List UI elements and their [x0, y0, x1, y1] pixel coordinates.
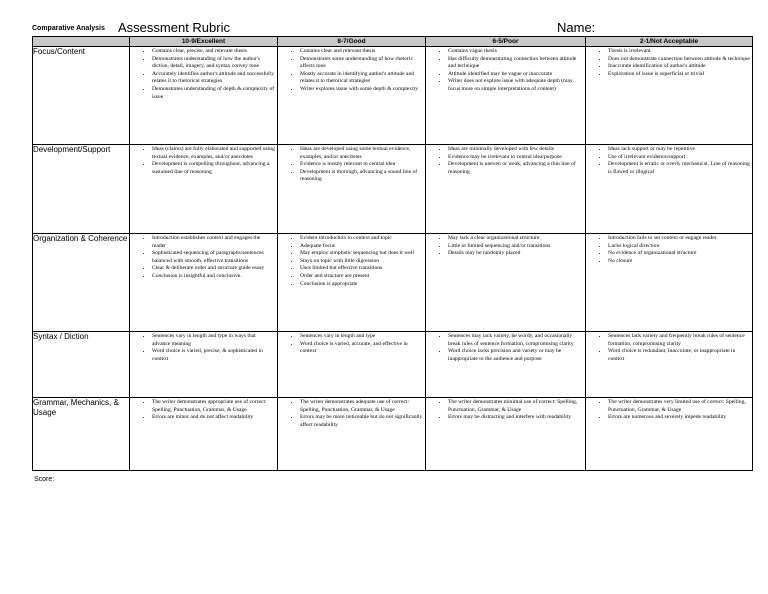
descriptor-item: • Conclusion is insightful and conclusive.	[152, 273, 275, 281]
rubric-row	[33, 145, 753, 234]
document-title: Assessment Rubric	[118, 20, 230, 35]
column-header-not-acceptable: 2-1/Not Acceptable	[586, 37, 753, 47]
descriptor-item: • Details may be randomly placed	[448, 250, 583, 258]
rubric-cell-excellent	[130, 145, 278, 234]
descriptor-item: • Sophisticated sequencing of paragraphs/sentences balanced with smooth, effective transitions	[152, 250, 275, 265]
descriptor-list	[278, 48, 425, 94]
rubric-cell-not-acceptable	[586, 332, 753, 398]
rubric-cell-excellent	[130, 47, 278, 145]
rubric-table	[32, 36, 753, 471]
descriptor-item: • Uses limited but effective transitions	[300, 265, 423, 273]
criterion-label: Grammar, Mechanics, & Usage	[33, 398, 130, 471]
descriptor-item: • The writer demonstrates very limited use of correct: Spelling, Punctuation, Grammar, & Usage	[608, 399, 750, 414]
descriptor-item: • Sentences vary in length and type	[300, 333, 423, 341]
descriptor-item: • Sentences vary in length and type in ways that advance meaning	[152, 333, 275, 348]
descriptor-list	[586, 399, 752, 422]
rubric-row	[33, 234, 753, 332]
descriptor-list	[586, 333, 752, 363]
criterion-label: Syntax / Diction	[33, 332, 130, 398]
descriptor-item: • May lack a clear organizational structure	[448, 235, 583, 243]
descriptor-item: • Contains vague thesis	[448, 48, 583, 56]
rubric-row	[33, 47, 753, 145]
descriptor-list	[586, 48, 752, 78]
criterion-label: Development/Support	[33, 145, 130, 234]
rubric-cell-good	[278, 47, 426, 145]
descriptor-item: • Word choice is redundant, inaccurate, or inappropriate in context	[608, 348, 750, 363]
descriptor-list	[278, 146, 425, 184]
descriptor-item: • Errors are minor and do not affect readability	[152, 414, 275, 422]
descriptor-list	[426, 399, 585, 422]
descriptor-item: • Development is compelling throughout, advancing a sustained line of reasoning	[152, 161, 275, 176]
descriptor-item: • Contains clear and relevant thesis	[300, 48, 423, 56]
descriptor-item: • Accurately identifies author's attitude and successfully relates it to rhetorical strategies	[152, 71, 275, 86]
descriptor-list	[130, 48, 277, 101]
descriptor-item: • Little or limited sequencing and/or transitions	[448, 243, 583, 251]
descriptor-list	[130, 146, 277, 176]
descriptor-item: • Errors may be distracting and interfere with readability	[448, 414, 583, 422]
rubric-cell-excellent	[130, 332, 278, 398]
descriptor-item: • Conclusion is appropriate	[300, 281, 423, 289]
rubric-cell-good	[278, 145, 426, 234]
rubric-cell-excellent	[130, 234, 278, 332]
rubric-cell-excellent	[130, 398, 278, 471]
rubric-cell-not-acceptable	[586, 234, 753, 332]
column-header-good: 8-7/Good	[278, 37, 426, 47]
descriptor-item: • Ideas lack support or may be repetitive	[608, 146, 750, 154]
document-subtitle: Comparative Analysis	[32, 25, 105, 32]
descriptor-item: • The writer demonstrates minimal use of correct: Spelling, Punctuation, Grammar, & Usage	[448, 399, 583, 414]
descriptor-item: • Ideas are minimally developed with few details	[448, 146, 583, 154]
rubric-body	[33, 47, 753, 471]
descriptor-item: • Adequate focus	[300, 243, 423, 251]
descriptor-item: • Does not demonstrate connection between attitude & technique	[608, 56, 750, 64]
descriptor-item: • Use of irrelevant evidence/support	[608, 154, 750, 162]
descriptor-item: • Evident introduction to context and topic	[300, 235, 423, 243]
descriptor-item: • Contains clear, precise, and relevant thesis	[152, 48, 275, 56]
criterion-label: Organization & Coherence	[33, 234, 130, 332]
name-label: Name:	[557, 20, 596, 35]
column-header-poor: 6-5/Poor	[426, 37, 586, 47]
rubric-row	[33, 398, 753, 471]
descriptor-item: • May employ simplistic sequencing but does it well	[300, 250, 423, 258]
descriptor-item: • Introduction establishes context and engages the reader	[152, 235, 275, 250]
descriptor-item: • Development is uneven or weak, advancing a thin line of reasoning	[448, 161, 583, 176]
descriptor-item: • Has difficulty demonstrating connection between attitude and technique	[448, 56, 583, 71]
corner-cell	[33, 37, 130, 47]
rubric-cell-good	[278, 332, 426, 398]
rubric-cell-not-acceptable	[586, 398, 753, 471]
descriptor-item: • Development is erratic or overly mechanical. Line of reasoning is flawed or illogical	[608, 161, 750, 176]
score-label: Score:	[34, 476, 55, 483]
descriptor-list	[426, 333, 585, 363]
descriptor-list	[278, 399, 425, 429]
descriptor-list	[586, 146, 752, 176]
descriptor-item: • Word choice lacks precision and variety or may be inappropriate to the audience and purpose	[448, 348, 583, 363]
descriptor-item: • No evidence of organizational structure	[608, 250, 750, 258]
descriptor-item: • Sentences lack variety and frequently break rules of sentence formation, compromising clarity	[608, 333, 750, 348]
criterion-label: Focus/Content	[33, 47, 130, 145]
descriptor-item: • Clear & deliberate order and structure guide essay	[152, 265, 275, 273]
descriptor-item: • Thesis is irrelevant	[608, 48, 750, 56]
rubric-cell-poor	[426, 398, 586, 471]
descriptor-list	[426, 48, 585, 94]
descriptor-list	[426, 146, 585, 176]
descriptor-item: • Demonstrates understanding of how the author's diction, detail, imagery, and syntax convey tone	[152, 56, 275, 71]
descriptor-list	[278, 235, 425, 288]
descriptor-item: • Ideas are developed using some textual evidence, examples, and/or anecdotes	[300, 146, 423, 161]
header-row	[33, 37, 753, 47]
descriptor-item: • Writer explores issue with some depth & complexity	[300, 86, 423, 94]
rubric-cell-not-acceptable	[586, 47, 753, 145]
descriptor-item: • Inaccurate identification of author's attitude	[608, 63, 750, 71]
rubric-cell-poor	[426, 47, 586, 145]
rubric-cell-not-acceptable	[586, 145, 753, 234]
rubric-cell-poor	[426, 332, 586, 398]
descriptor-item: • Ideas (claims) are fully elaborated and supported using textual evidence, examples, and/or anecdotes	[152, 146, 275, 161]
rubric-row	[33, 332, 753, 398]
descriptor-list	[130, 235, 277, 281]
descriptor-item: • Evidence is mostly relevant to central idea	[300, 161, 423, 169]
column-header-excellent: 10-9/Excellent	[130, 37, 278, 47]
descriptor-item: • Exploration of issue is superficial or trivial	[608, 71, 750, 79]
descriptor-item: • No closure	[608, 258, 750, 266]
descriptor-list	[130, 399, 277, 422]
descriptor-list	[278, 333, 425, 356]
descriptor-item: • Demonstrates understanding of depth & complexity of issue	[152, 86, 275, 101]
descriptor-item: • Lacks logical direction	[608, 243, 750, 251]
descriptor-item: • Writer does not explore issue with adequate depth (may focus more on simple interpretations of content)	[448, 78, 583, 93]
rubric-cell-poor	[426, 234, 586, 332]
descriptor-item: • Mostly accurate in identifying author's attitude and relates it to rhetorical strategies	[300, 71, 423, 86]
descriptor-item: • Word choice is varied, accurate, and effective in context	[300, 341, 423, 356]
descriptor-item: • Errors may be more noticeable but do not significantly affect readability	[300, 414, 423, 429]
rubric-cell-good	[278, 398, 426, 471]
descriptor-item: • Errors are numerous and severely impede readability	[608, 414, 750, 422]
descriptor-list	[426, 235, 585, 258]
descriptor-list	[586, 235, 752, 265]
descriptor-item: • Sentences may lack variety, be wordy, and occasionally break rules of sentence formation, compromising clarity	[448, 333, 583, 348]
descriptor-item: • Word choice is varied, precise, & sophisticated in context	[152, 348, 275, 363]
descriptor-item: • Introduction fails to set context or engage reader	[608, 235, 750, 243]
descriptor-item: • The writer demonstrates appropriate use of correct: Spelling, Punctuation, Grammar, & Usage	[152, 399, 275, 414]
descriptor-item: • The writer demonstrates adequate use of correct: Spelling, Punctuation, Grammar, & Usage	[300, 399, 423, 414]
descriptor-list	[130, 333, 277, 363]
rubric-cell-good	[278, 234, 426, 332]
descriptor-item: • Development is thorough, advancing a sound line of reasoning	[300, 169, 423, 184]
descriptor-item: • Evidence may be irrelevant to central idea/purpose	[448, 154, 583, 162]
rubric-cell-poor	[426, 145, 586, 234]
descriptor-item: • Attitude identified may be vague or inaccurate	[448, 71, 583, 79]
descriptor-item: • Order and structure are present	[300, 273, 423, 281]
descriptor-item: • Demonstrates some understanding of how rhetoric affects tone	[300, 56, 423, 71]
descriptor-item: • Stays on topic with little digression	[300, 258, 423, 266]
